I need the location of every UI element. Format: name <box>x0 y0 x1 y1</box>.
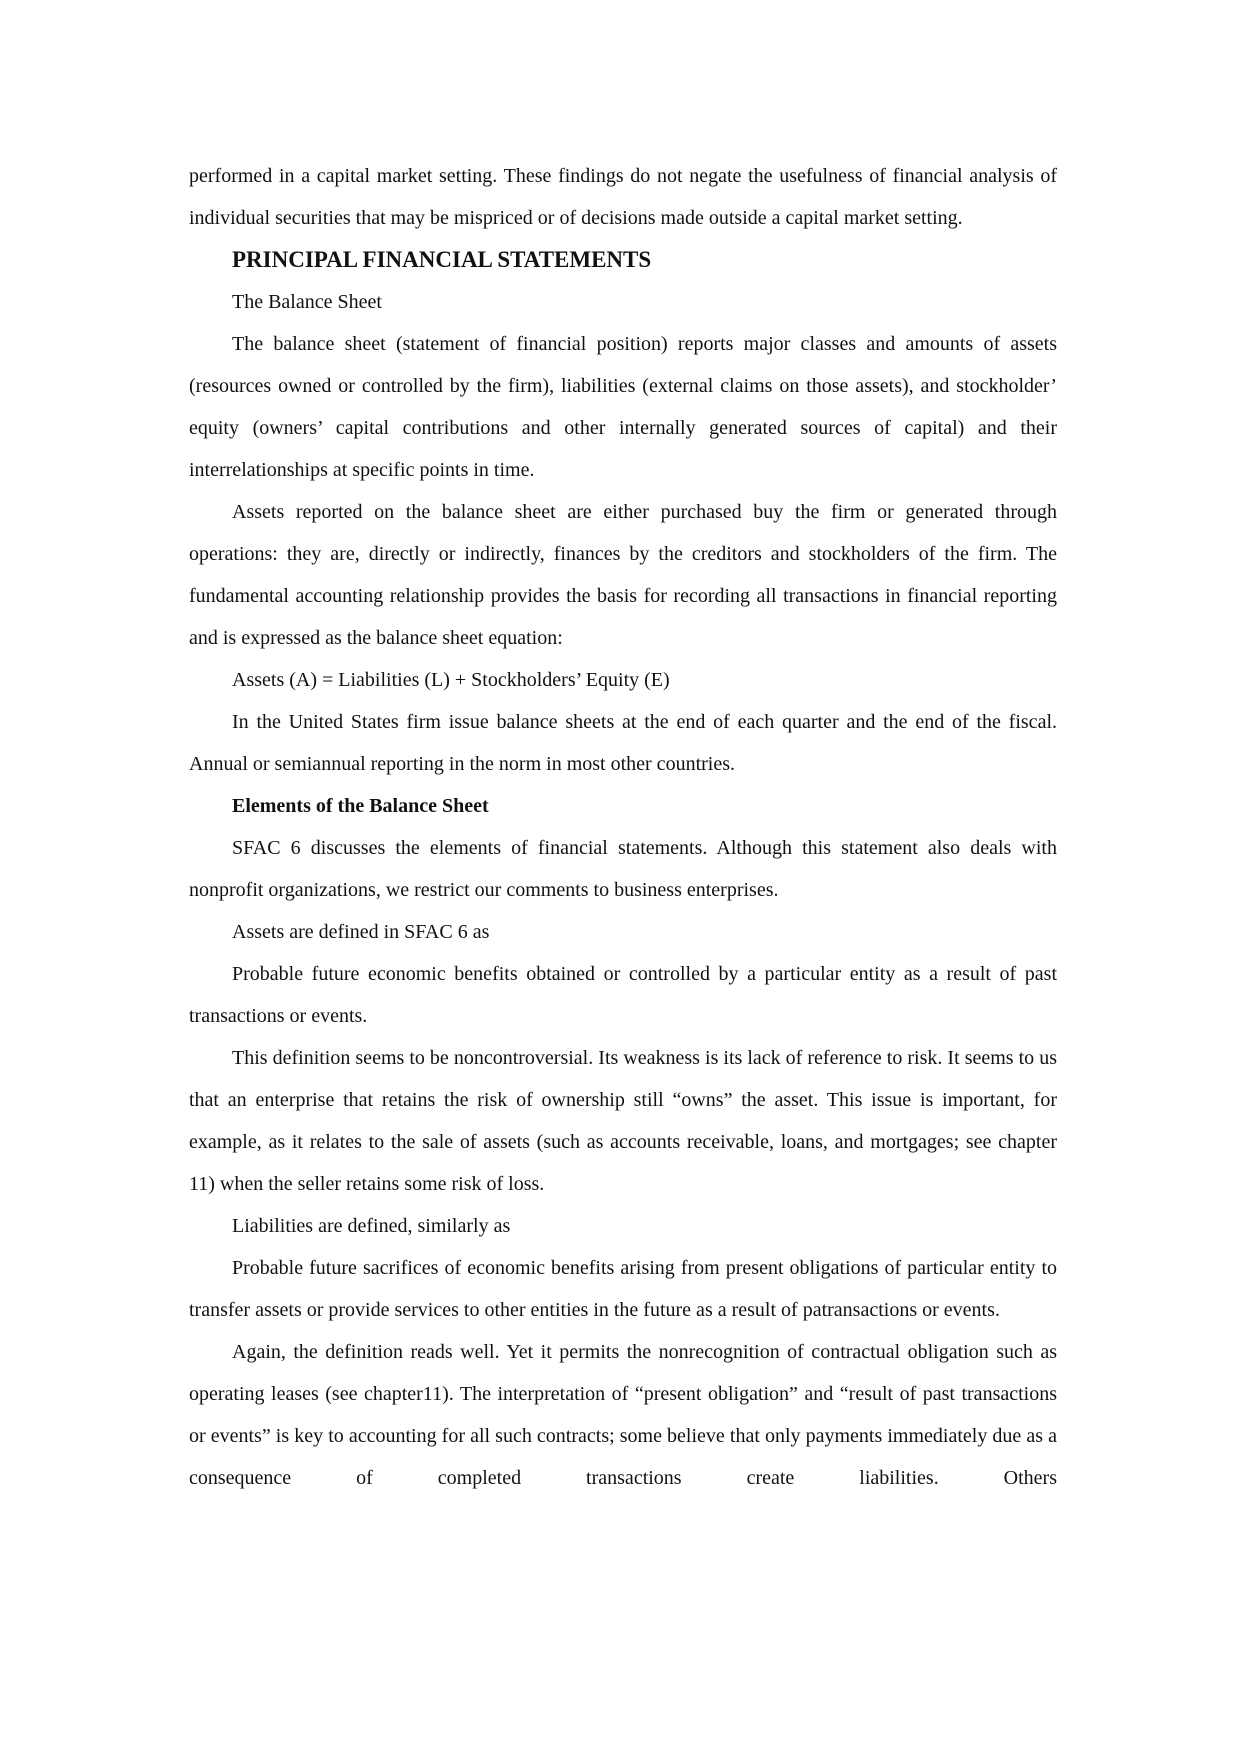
paragraph-continuation: performed in a capital market setting. These findings do not negate the usefulness of financial analysis of individual securities that may be mispriced or of decisions made outside a capital market setting. <box>189 165 1057 229</box>
paragraph-sfac6: SFAC 6 discusses the elements of financial statements. Although this statement also deals with nonprofit organizations, we restrict our comments to business enterprises. <box>189 837 1057 901</box>
section-heading: PRINCIPAL FINANCIAL STATEMENTS <box>232 247 652 272</box>
document-page <box>189 155 1057 1499</box>
subsection-title-balance-sheet: The Balance Sheet <box>232 291 382 313</box>
paragraph-liabilities-critique: Again, the definition reads well. Yet it permits the nonrecognition of contractual obligation such as operating leases (see chapter11). The interpretation of “present obligation” and “result of past transactions or events” is key to accounting for all such contracts; some believe that only payments immediately due as a consequence of completed transactions create liabilities. Others <box>189 1341 1057 1489</box>
balance-sheet-equation: Assets (A) = Liabilities (L) + Stockholders’ Equity (E) <box>232 669 670 691</box>
paragraph-definition-critique: This definition seems to be noncontroversial. Its weakness is its lack of reference to risk. It seems to us that an enterprise that retains the risk of ownership still “owns” the asset. This issue is important, for example, as it relates to the sale of assets (such as accounts receivable, loans, and mortgages; see chapter 11) when the seller retains some risk of loss. <box>189 1047 1057 1195</box>
paragraph-assets-defined: Assets are defined in SFAC 6 as <box>232 921 490 943</box>
quote-liabilities-definition: Probable future sacrifices of economic benefits arising from present obligations of particular entity to transfer assets or provide services to other entities in the future as a result of patransactions or events. <box>189 1257 1057 1321</box>
paragraph-assets-reported: Assets reported on the balance sheet are either purchased buy the firm or generated through operations: they are, directly or indirectly, finances by the creditors and stockholders of the firm. The fundamental accounting relationship provides the basis for recording all transactions in financial reporting and is expressed as the balance sheet equation: <box>189 501 1057 649</box>
paragraph-liabilities-defined: Liabilities are defined, similarly as <box>232 1215 511 1237</box>
paragraph-balance-sheet-definition: The balance sheet (statement of financial position) reports major classes and amounts of assets (resources owned or controlled by the firm), liabilities (external claims on those assets), and stockholder’ equity (owners’ capital contributions and other internally generated sources of capital) and their interrelationships at specific points in time. <box>189 333 1057 481</box>
subsection-heading-elements: Elements of the Balance Sheet <box>232 795 489 817</box>
quote-assets-definition: Probable future economic benefits obtained or controlled by a particular entity as a result of past transactions or events. <box>189 963 1057 1027</box>
paragraph-reporting-frequency: In the United States firm issue balance sheets at the end of each quarter and the end of the fiscal. Annual or semiannual reporting in the norm in most other countries. <box>189 711 1057 775</box>
